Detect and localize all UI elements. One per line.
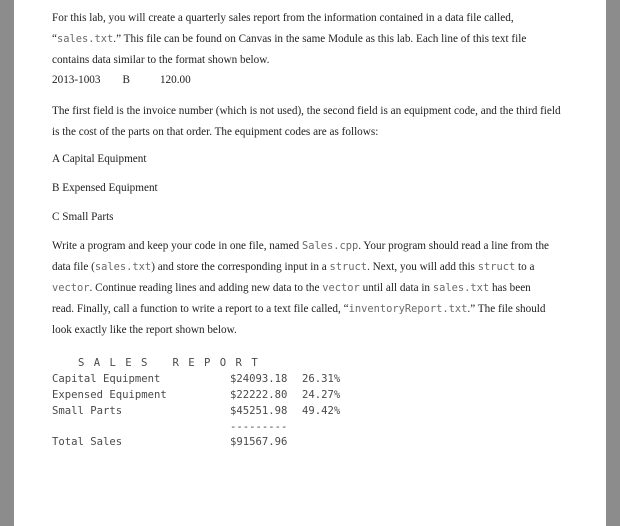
inline-code-sales-cpp: Sales.cpp <box>301 240 359 252</box>
intro-line-2: “sales.txt.” This file can be found on Canvas in the same Module as this lab. Each line of this text file <box>52 33 527 45</box>
report-amount-small-parts: $45251.98 <box>230 405 288 417</box>
instructions-paragraph <box>52 236 592 341</box>
report-amount-expensed: $22222.80 <box>230 389 288 401</box>
code-item-b: B Expensed Equipment <box>52 182 158 194</box>
inline-code-vector: vector <box>52 282 90 294</box>
inline-code-sales-txt-3: sales.txt <box>432 282 490 294</box>
intro-line-1: For this lab, you will create a quarterly sales report from the information contained in a data file called, <box>52 12 514 24</box>
inline-code-sales-txt-2: sales.txt <box>94 261 152 273</box>
inline-code-struct: struct <box>329 261 368 273</box>
report-percent-expensed: 24.27% <box>302 389 341 401</box>
instructions-line-1: Write a program and keep your code in one file, named Sales.cpp. Your program should read a line from the <box>52 240 550 252</box>
fields-line-2: is the cost of the parts on that order. The equipment codes are as follows: <box>52 126 379 138</box>
instructions-line-2: data file (sales.txt) and store the corresponding input in a struct. Next, you will add this struct to a <box>52 261 535 273</box>
document-page <box>14 0 606 526</box>
sample-data-line <box>52 74 191 86</box>
report-total-label: Total Sales <box>52 436 123 448</box>
fields-line-1: The first field is the invoice number (which is not used), the second field is an equipment code, and the third field <box>52 105 561 117</box>
inline-code-vector-2: vector <box>322 282 360 294</box>
report-amount-capital: $24093.18 <box>230 373 288 385</box>
report-label-capital: Capital Equipment <box>52 373 161 385</box>
report-total-amount: $91567.96 <box>230 436 288 448</box>
inline-code-sales-txt: sales.txt <box>56 33 114 45</box>
report-percent-small-parts: 49.42% <box>302 405 341 417</box>
instructions-line-5: look exactly like the report shown below. <box>52 324 237 336</box>
report-title: S A L E S R E P O R T <box>78 357 260 369</box>
fields-paragraph <box>52 101 592 143</box>
report-label-small-parts: Small Parts <box>52 405 123 417</box>
instructions-line-3: vector. Continue reading lines and adding new data to the vector until all data in sales.txt has been <box>52 282 531 294</box>
inline-code-struct-2: struct <box>477 261 516 273</box>
sample-code: B <box>122 74 130 86</box>
code-item-c: C Small Parts <box>52 211 114 223</box>
report-label-expensed: Expensed Equipment <box>52 389 167 401</box>
intro-paragraph <box>52 8 592 71</box>
sample-invoice: 2013-1003 <box>52 74 101 86</box>
code-item-a: A Capital Equipment <box>52 153 147 165</box>
inline-code-inventory-report: inventoryReport.txt <box>348 303 468 315</box>
report-percent-capital: 26.31% <box>302 373 341 385</box>
sample-cost: 120.00 <box>159 74 191 86</box>
intro-line-3: contains data similar to the format shown below. <box>52 54 270 66</box>
report-divider: --------- <box>230 421 288 433</box>
instructions-line-4: read. Finally, call a function to write a report to a text file called, “inventoryReport.txt.” The file should <box>52 303 546 315</box>
